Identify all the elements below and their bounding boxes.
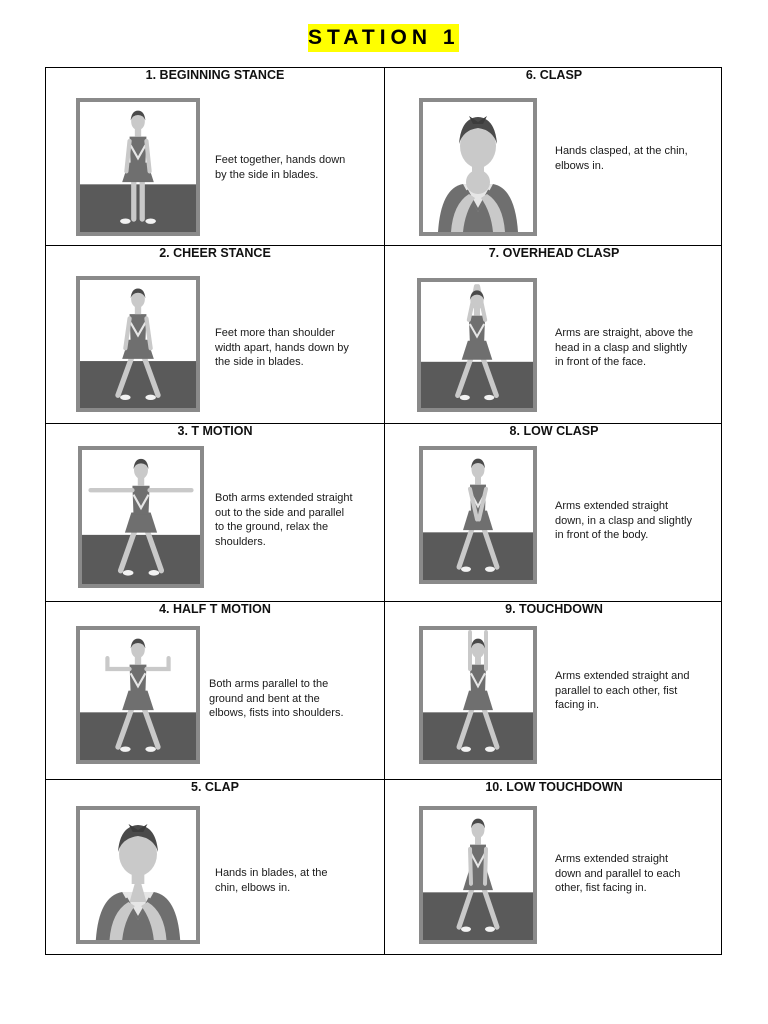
move-description: Feet more than shoulder width apart, hands down by the side in blades. <box>215 327 349 368</box>
move-title: 6. CLASP <box>525 68 583 82</box>
move-cell <box>385 424 723 602</box>
move-cell <box>385 246 723 424</box>
move-title: 7. OVERHEAD CLASP <box>488 246 620 260</box>
move-cell <box>46 602 384 780</box>
move-cell <box>46 246 384 424</box>
move-description: Both arms extended straight out to the side and parallel to the ground, relax the shoulders. <box>215 492 353 548</box>
move-title: 3. T MOTION <box>177 424 253 438</box>
move-description: Both arms parallel to the ground and bent at the elbows, fists into shoulders. <box>209 678 344 719</box>
move-cell <box>385 602 723 780</box>
move-description: Arms extended straight down, in a clasp and slightly in front of the body. <box>555 500 692 541</box>
move-cell <box>385 68 723 246</box>
move-description: Arms are straight, above the head in a clasp and slightly in front of the face. <box>555 327 694 368</box>
move-cell <box>46 780 384 958</box>
cheer-pose-photo <box>419 626 537 764</box>
cheer-pose-photo <box>78 446 204 588</box>
move-description: Hands in blades, at the chin, elbows in. <box>215 867 328 894</box>
move-cell <box>46 68 384 246</box>
move-description: Arms extended straight down and parallel to each other, fist facing in. <box>555 853 681 894</box>
page-title: STATION 1 <box>308 24 459 52</box>
move-title: 9. TOUCHDOWN <box>505 602 603 616</box>
move-title: 1. BEGINNING STANCE <box>145 68 285 82</box>
cheer-pose-photo <box>76 276 200 412</box>
cheer-pose-photo <box>76 626 200 764</box>
move-description: Feet together, hands down by the side in blades. <box>215 154 346 181</box>
move-cell <box>46 424 384 602</box>
move-cell <box>385 780 723 958</box>
cheer-pose-photo <box>419 446 537 584</box>
move-description: Arms extended straight and parallel to each other, fist facing in. <box>555 670 690 711</box>
cheer-pose-photo <box>417 278 537 412</box>
move-title: 10. LOW TOUCHDOWN <box>485 780 623 794</box>
move-title: 2. CHEER STANCE <box>159 246 271 260</box>
cheer-pose-photo <box>76 806 200 944</box>
cheer-pose-photo <box>76 98 200 236</box>
move-title: 5. CLAP <box>191 780 239 794</box>
move-title: 8. LOW CLASP <box>509 424 599 438</box>
cheer-pose-photo <box>419 806 537 944</box>
move-description: Hands clasped, at the chin, elbows in. <box>555 145 688 172</box>
cheer-pose-photo <box>419 98 537 236</box>
move-title: 4. HALF T MOTION <box>159 602 271 616</box>
moves-table <box>45 67 722 955</box>
